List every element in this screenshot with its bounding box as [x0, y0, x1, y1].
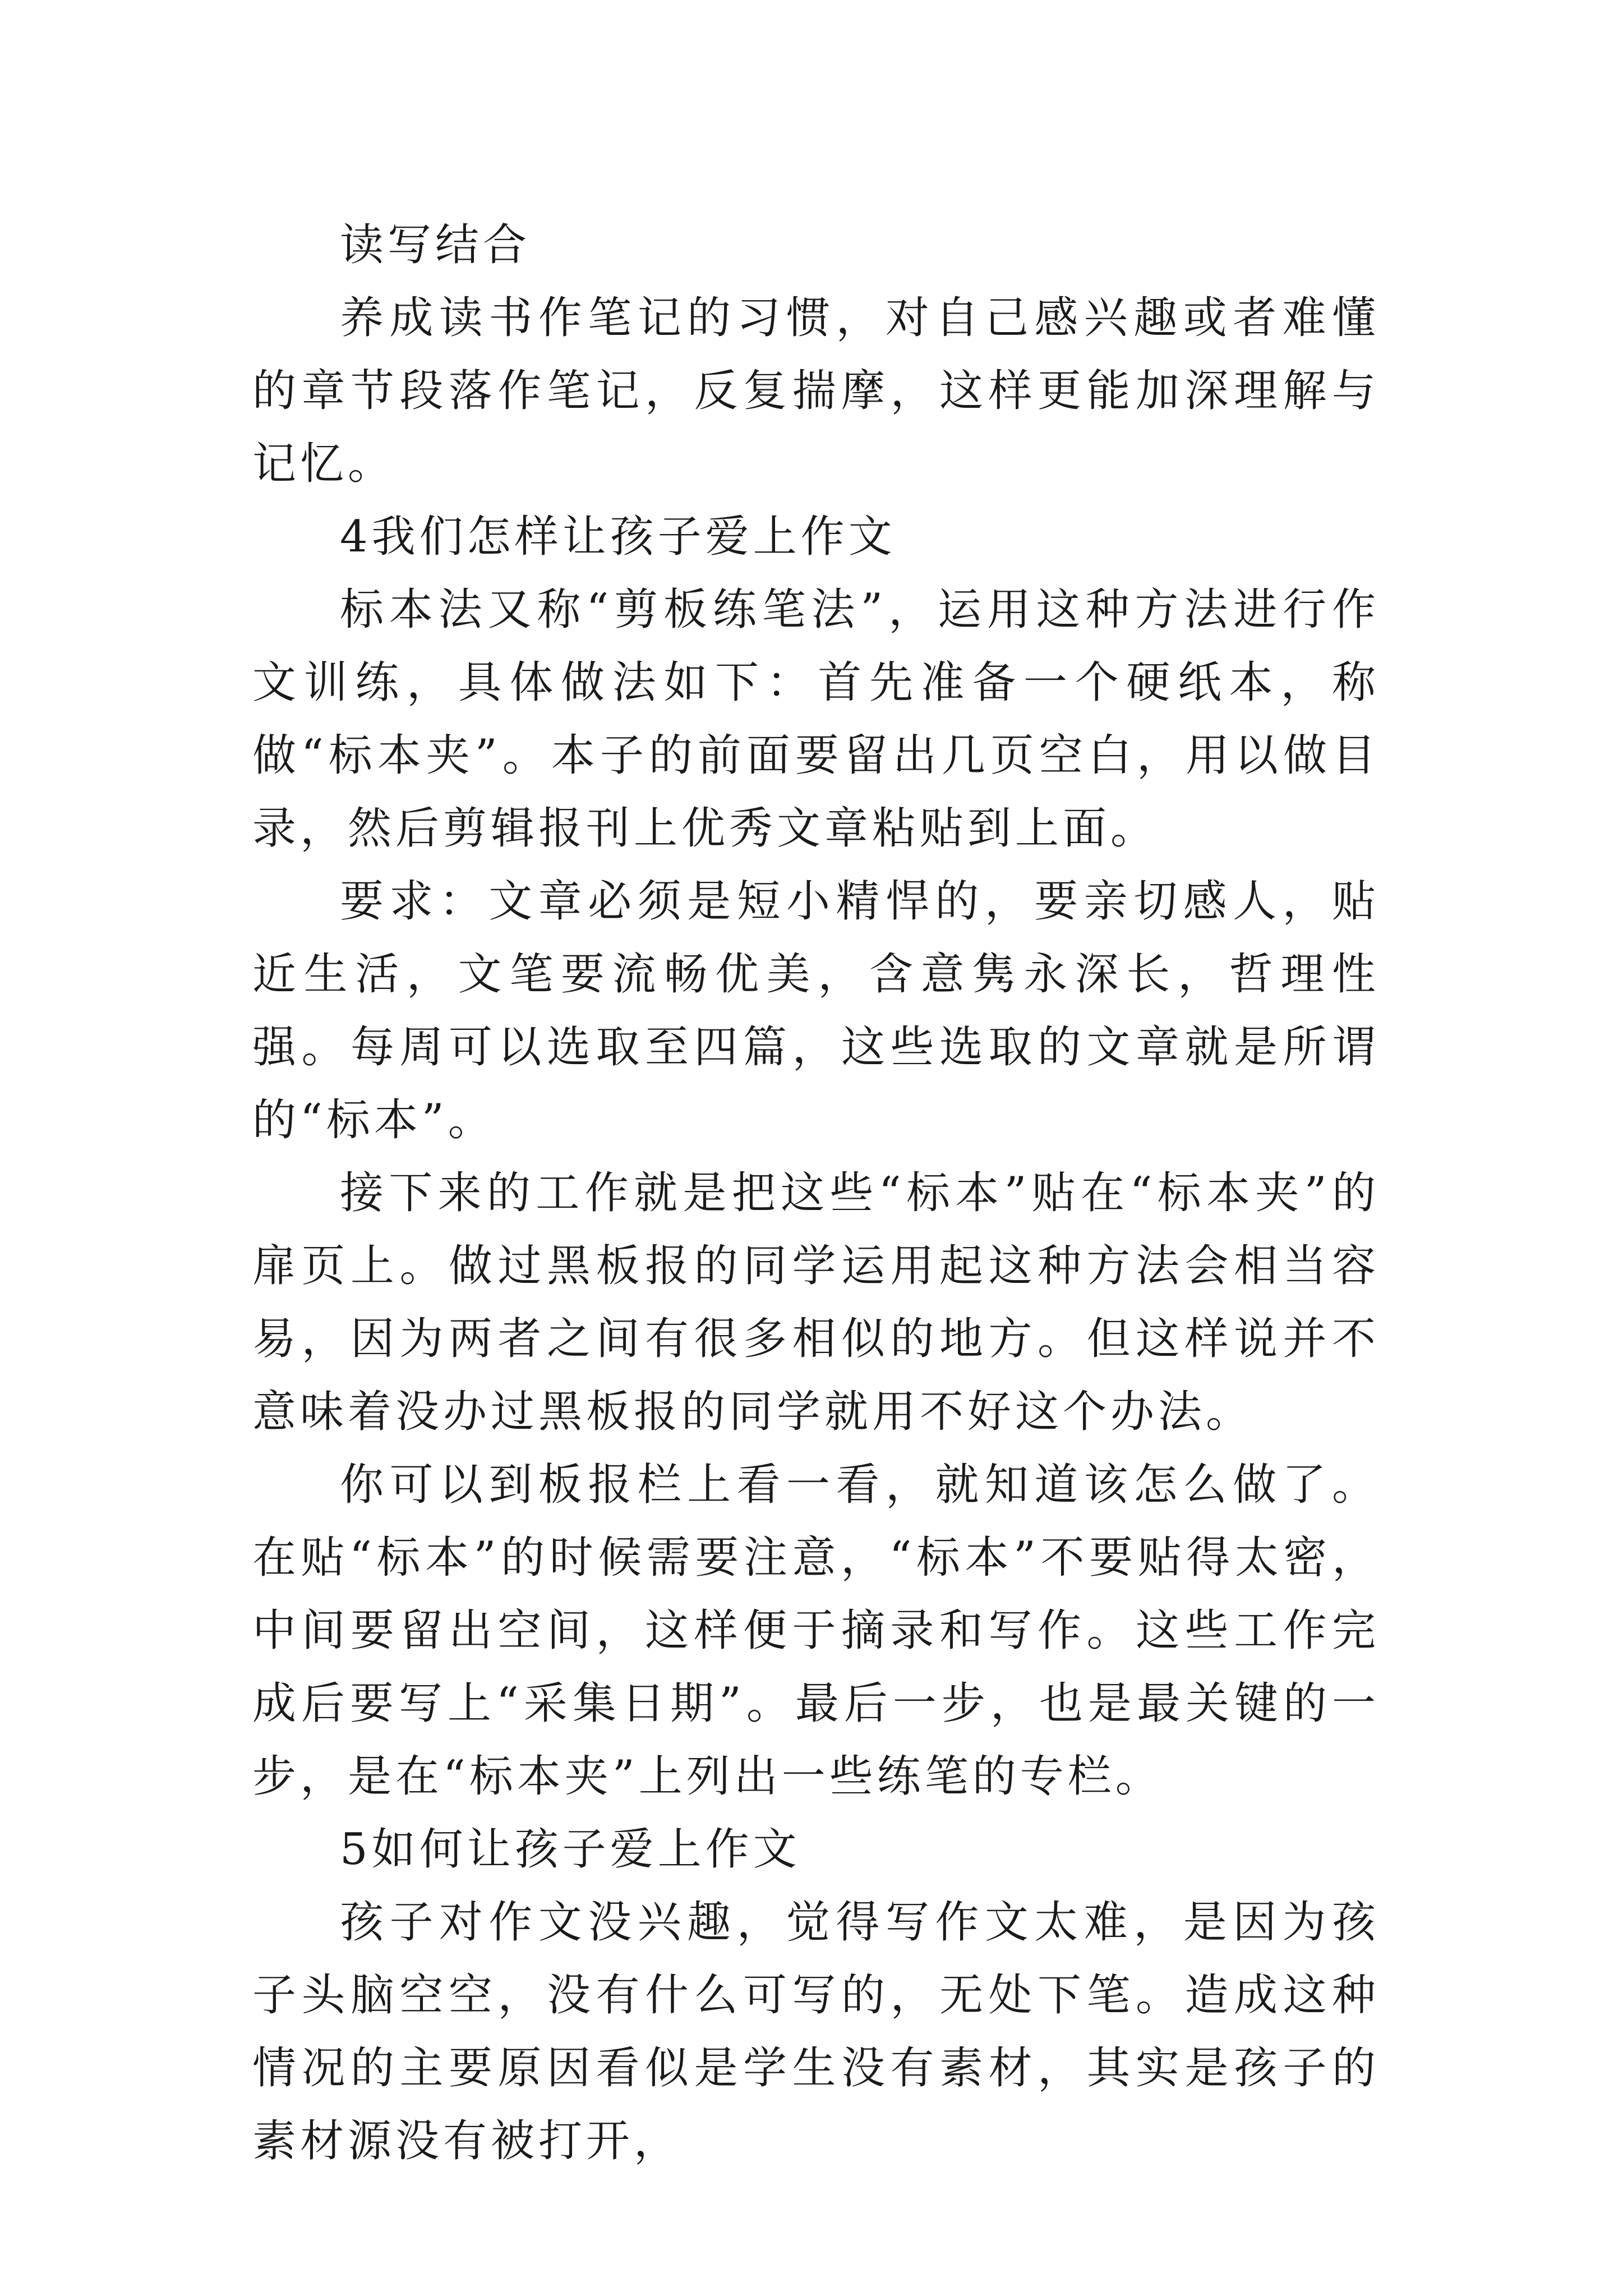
paragraph: 养成读书作笔记的习惯，对自己感兴趣或者难懂的章节段落作笔记，反复揣摩，这样更能加深理解与记忆。: [252, 293, 1380, 489]
paragraph: 孩子对作文没兴趣，觉得写作文太难，是因为孩子头脑空空，没有什么可写的，无处下笔。造成这种情况的主要原因看似是学生没有素材，其实是孩子的素材源没有被打开，: [252, 1897, 1380, 2166]
section-heading-5: 5如何让孩子爱上作文: [340, 1824, 801, 1875]
document-body: [252, 209, 1380, 2178]
paragraph: 接下来的工作就是把这些“标本”贴在“标本夹”的扉页上。做过黑板报的同学运用起这种方法会相当容易，因为两者之间有很多相似的地方。但这样说并不意味着没办过黑板报的同学就用不好这个办法。: [252, 1168, 1380, 1437]
paragraph: 你可以到板报栏上看一看，就知道该怎么做了。在贴“标本”的时候需要注意，“标本”不要贴得太密，中间要留出空间，这样便于摘录和写作。这些工作完成后要写上“采集日期”。最后一步，也是最关键的一步，是在“标本夹”上列出一些练笔的专栏。: [252, 1460, 1380, 1802]
paragraph: 要求：文章必须是短小精悍的，要亲切感人，贴近生活，文笔要流畅优美，含意隽永深长，哲理性强。每周可以选取至四篇，这些选取的文章就是所谓的“标本”。: [252, 876, 1380, 1145]
section-heading-4: 4我们怎样让孩子爱上作文: [340, 512, 896, 562]
paragraph: 标本法又称“剪板练笔法”，运用这种方法进行作文训练，具体做法如下：首先准备一个硬纸本，称做“标本夹”。本子的前面要留出几页空白，用以做目录，然后剪辑报刊上优秀文章粘贴到上面。: [252, 585, 1380, 854]
section-heading-reading-writing: 读写结合: [340, 220, 531, 270]
